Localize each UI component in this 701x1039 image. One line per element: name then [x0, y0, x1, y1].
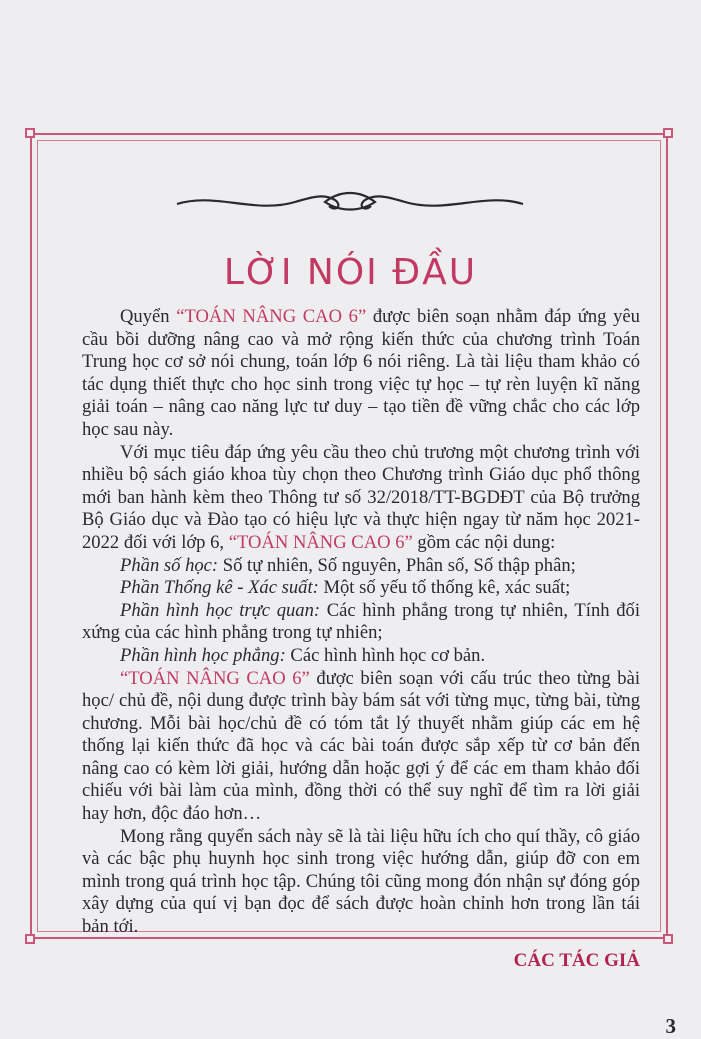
book-title-highlight: “TOÁN NÂNG CAO 6” — [120, 667, 310, 689]
page-title: LỜI NÓI ĐẦU — [223, 252, 478, 293]
content-item — [82, 600, 640, 645]
text: Số tự nhiên, Số nguyên, Phân số, Số thập phân; — [218, 554, 576, 576]
text: Mong rằng quyển sách này sẽ là tài liệu hữu ích cho quí thầy, cô giáo và các bậc phụ huynh học sinh trong việc hướng dẫn, giúp đỡ con em mình trong quá trình học tập. Chúng tôi cũng mong đón nhận sự đóng góp xây dựng của quí vị bạn đọc để sách được hoàn chỉnh hơn trong lần tái bản tới. — [82, 825, 640, 938]
section-label: Phần số học: — [120, 554, 219, 576]
paragraph — [82, 442, 640, 555]
content-item — [82, 577, 640, 600]
paragraph — [82, 668, 640, 826]
text: Một số yếu tố thống kê, xác suất; — [318, 577, 571, 599]
section-label: Phần Thống kê - Xác suất: — [120, 577, 319, 599]
book-title-highlight: “TOÁN NÂNG CAO 6” — [228, 531, 413, 553]
signature: CÁC TÁC GIẢ — [513, 949, 640, 971]
text: được biên soạn nhằm đáp ứng yêu cầu bồi dưỡng nâng cao và mở rộng kiến thức của chương trình Toán Trung học cơ sở nói chung, toán lớp 6 nói riêng. Là tài liệu tham khảo có tác dụng thiết thực cho học sinh trong việc tự học – tự rèn luyện kĩ năng giải toán – nâng cao năng lực tư duy – tạo tiền đề vững chắc cho các lớp học sau này. — [82, 306, 640, 440]
book-title-highlight: “TOÁN NÂNG CAO 6” — [176, 306, 367, 327]
page-number: 3 — [665, 1013, 676, 1038]
frame-corner-ornament — [25, 934, 35, 944]
text: Với mục tiêu đáp ứng yêu cầu theo chủ trương một chương trình với nhiều bộ sách giáo khoa tùy chọn theo Chương trình Giáo dục phổ thông mới ban hành kèm theo Thông tư số 32/2018/TT-BGDĐT của Bộ trưởng Bộ Giáo dục và Đào tạo có hiệu lực và thực hiện ngay từ năm học 2021-2022 đối với lớp 6, — [82, 441, 640, 553]
text: Các hình hình học cơ bản. — [285, 644, 486, 666]
text: được biên soạn với cấu trúc theo từng bài học/ chủ đề, nội dung được trình bày bám sát với từng mục, từng bài, từng chương. Mỗi bài học/chủ đề có tóm tắt lý thuyết nhằm giúp các em hệ thống lại kiến thức đã học và các bài toán được sắp xếp từ cơ bản đến nâng cao có kèm lời giải, hướng dẫn hoặc gợi ý để các em tham khảo đối chiếu với bài làm của mình, đồng thời có thể suy nghĩ để tìm ra lời giải hay hơn, độc đáo hơn… — [82, 667, 640, 825]
paragraph — [82, 306, 640, 442]
content-item — [82, 645, 640, 668]
paragraph — [82, 826, 640, 939]
preface-body — [82, 306, 640, 939]
swirl-ornament-icon — [175, 188, 525, 216]
text: gồm các nội dung: — [412, 531, 556, 553]
frame-corner-ornament — [25, 128, 35, 138]
section-label: Phần hình học phẳng: — [120, 644, 286, 666]
frame-corner-ornament — [663, 934, 673, 944]
section-label: Phần hình học trực quan: — [120, 599, 321, 621]
text: Quyển — [120, 306, 177, 327]
content-item — [82, 555, 640, 578]
content-column — [82, 306, 676, 1039]
text: Các hình phẳng trong tự nhiên, Tính đối xứng của các hình phẳng trong tự nhiên; — [82, 599, 640, 644]
frame-corner-ornament — [663, 128, 673, 138]
